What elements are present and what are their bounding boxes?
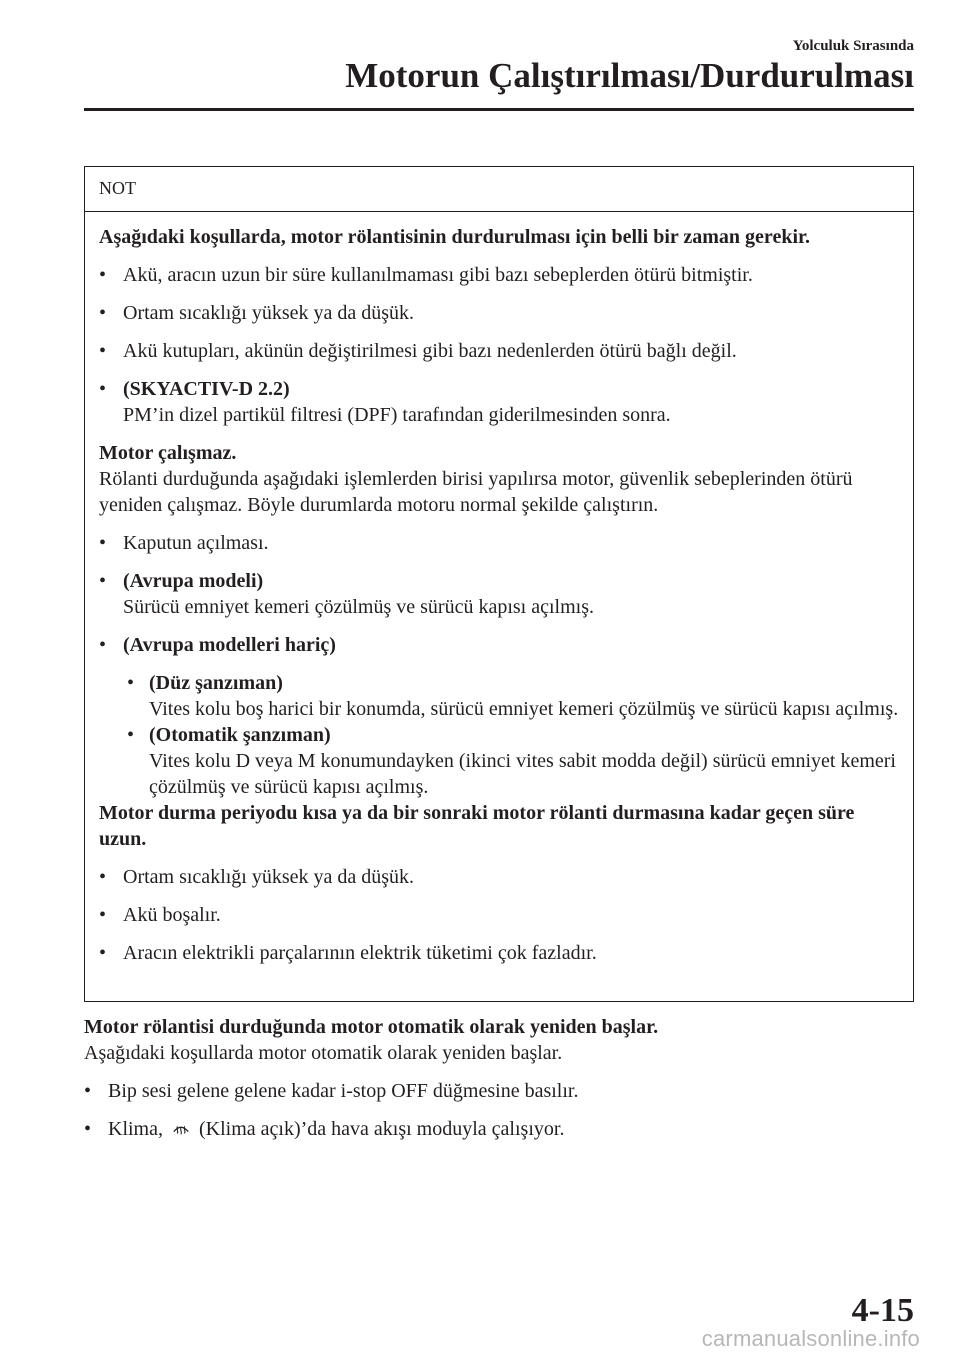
bullet-glyph: •: [99, 942, 107, 964]
bullet-glyph: •: [127, 724, 135, 746]
list-item: • Kaputun açılması.: [99, 532, 269, 554]
list-item: • Ortam sıcaklığı yüksek ya da düşük.: [99, 866, 415, 888]
list-item-text: Vites kolu boş harici bir konumda, sürücü emniyet kemeri çözülmüş ve sürücü kapısı açılmış.: [149, 698, 899, 720]
list-item-title: (Avrupa modelleri hariç): [123, 634, 336, 656]
bullet-glyph: •: [99, 302, 107, 324]
list-item: • Ortam sıcaklığı yüksek ya da düşük.: [99, 302, 415, 324]
list-item-text: Sürücü emniyet kemeri çözülmüş ve sürücü kapısı açılmış.: [123, 596, 594, 618]
bullet-glyph: •: [99, 866, 107, 888]
bullet-glyph: •: [127, 672, 135, 694]
watermark: carmanualsonline.info: [701, 1326, 920, 1351]
bullet-glyph: •: [99, 904, 107, 926]
list-item: [99, 568, 899, 620]
note-heading-stop-period: Motor durma periyodu kısa ya da bir sonraki motor rölanti durmasına kadar geçen süre uzun.: [99, 802, 855, 850]
bullet-glyph: •: [84, 1118, 92, 1140]
bullet-glyph: •: [99, 570, 107, 592]
page-number: 4-15: [851, 1292, 914, 1329]
note-heading-idle-stop-time: Aşağıdaki koşullarda, motor rölantisinin durdurulması için belli bir zaman gerekir.: [99, 226, 811, 248]
list-item-title: (SKYACTIV-D 2.2): [123, 378, 290, 400]
section-intro: Aşağıdaki koşullarda motor otomatik olarak yeniden başlar.: [84, 1042, 563, 1064]
bullet-glyph: •: [99, 532, 107, 554]
bullet-glyph: •: [99, 378, 107, 400]
list-item: [99, 632, 899, 658]
list-item: • Klima, (Klima açık)’da hava akışı moduyla çalışıyor.: [84, 1118, 565, 1140]
note-heading-engine-wont-start: Motor çalışmaz.: [99, 442, 237, 464]
list-item: • Aracın elektrikli parçalarının elektrik tüketimi çok fazladır.: [99, 942, 597, 964]
bullet-glyph: •: [99, 340, 107, 362]
header-section-name: Yolculuk Sırasında: [792, 38, 914, 54]
list-item-title: (Düz şanzıman): [149, 672, 283, 694]
header-rule: [84, 108, 914, 111]
list-item-text: Vites kolu D veya M konumundayken (ikinci vites sabit modda değil) sürücü emniyet kemeri çözülmüş ve sürücü kapısı açılmış.: [149, 750, 896, 798]
note-box: [84, 166, 914, 1002]
list-item: [99, 376, 899, 428]
list-item-title: (Otomatik şanzıman): [149, 724, 331, 746]
windshield-defroster-icon: [172, 1120, 190, 1138]
list-item: • Akü kutupları, akünün değiştirilmesi gibi bazı nedenlerden ötürü bağlı değil.: [99, 340, 737, 362]
list-item-text: PM’in dizel partikül filtresi (DPF) tarafından giderilmesinden sonra.: [123, 404, 671, 426]
bullet-glyph: •: [99, 264, 107, 286]
list-item: • Bip sesi gelene gelene kadar i-stop OFF düğmesine basılır.: [84, 1080, 579, 1102]
bullet-glyph: •: [84, 1080, 92, 1102]
section-heading: Motor rölantisi durduğunda motor otomatik olarak yeniden başlar.: [84, 1016, 659, 1038]
sub-list-item: [99, 722, 899, 800]
bullet-glyph: •: [99, 634, 107, 656]
list-item: • Akü boşalır.: [99, 904, 221, 926]
list-item: • Akü, aracın uzun bir süre kullanılmaması gibi bazı sebeplerden ötürü bitmiştir.: [99, 264, 753, 286]
list-item-title: (Avrupa modeli): [123, 570, 264, 592]
note-paragraph: Rölanti durduğunda aşağıdaki işlemlerden birisi yapılırsa motor, güvenlik sebeplerinden ötürü yeniden çalışmaz. Böyle durumlarda motoru normal şekilde çalıştırın.: [99, 468, 853, 516]
note-body: [85, 212, 913, 966]
sub-list-item: [99, 670, 899, 722]
main-content: [84, 1014, 914, 1142]
note-label: NOT: [85, 167, 913, 212]
page-title: Motorun Çalıştırılması/Durdurulması: [345, 56, 914, 95]
